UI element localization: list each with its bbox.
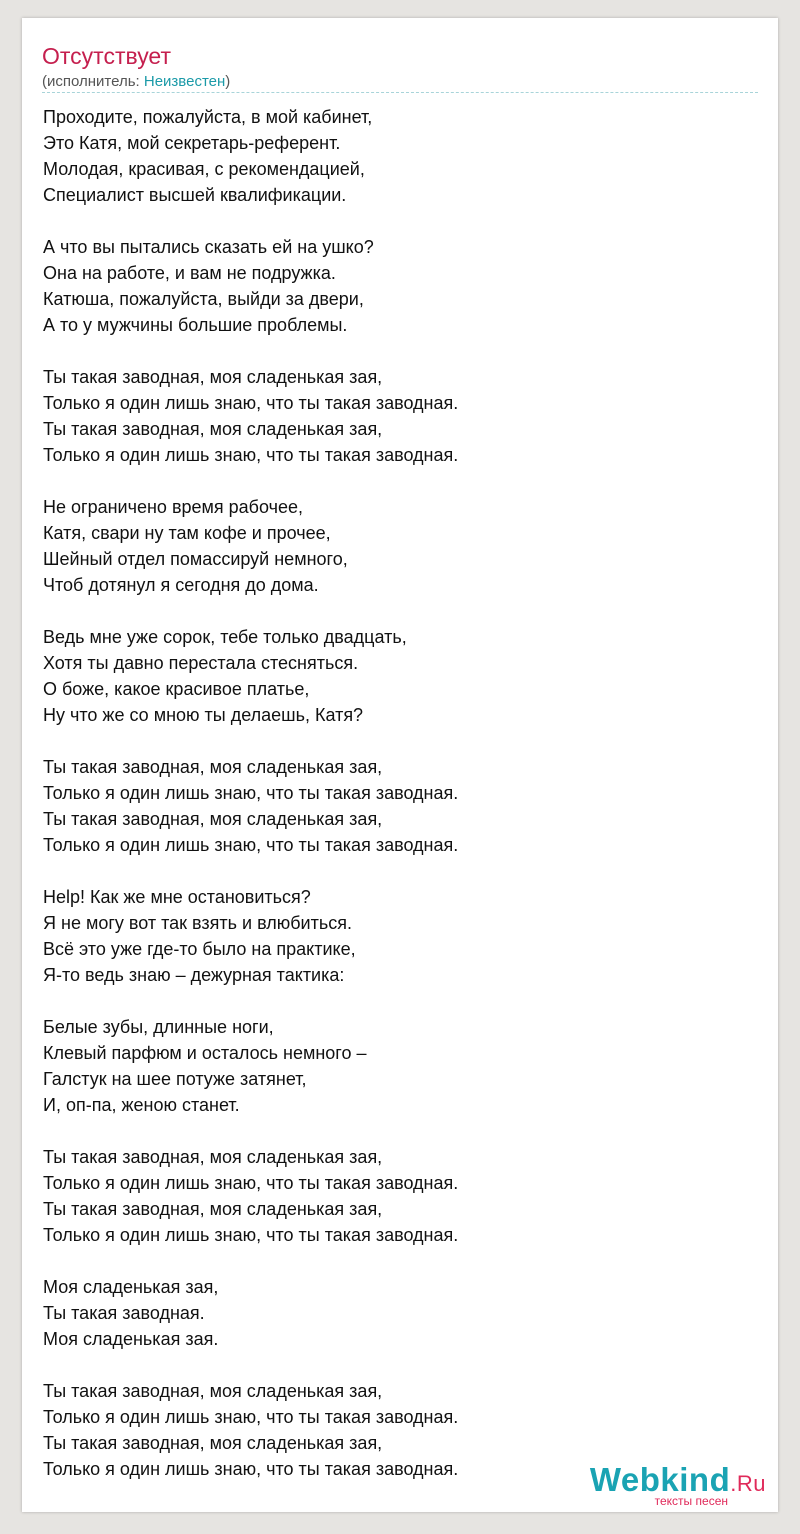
lyric-line: Ведь мне уже сорок, тебе только двадцать,	[43, 627, 407, 647]
stanza-gap	[43, 208, 458, 234]
stanza	[43, 364, 458, 468]
title-divider	[42, 92, 758, 93]
stanza	[43, 494, 458, 598]
artist-prefix: (исполнитель:	[42, 73, 144, 90]
stanza	[43, 1378, 458, 1482]
stanza	[43, 104, 458, 208]
stanza	[43, 1014, 458, 1118]
artist-suffix: )	[225, 73, 231, 90]
stanza	[43, 884, 458, 988]
stanza-gap	[43, 728, 458, 754]
lyric-line: Ты такая заводная.	[43, 1303, 205, 1323]
lyric-line: Молодая, красивая, с рекомендацией,	[43, 159, 365, 179]
lyric-line: Не ограничено время рабочее,	[43, 497, 303, 517]
stanza-gap	[43, 468, 458, 494]
lyric-line: Шейный отдел помассируй немного,	[43, 549, 348, 569]
artist-link[interactable]: Неизвестен	[143, 73, 226, 90]
lyric-line: И, оп-па, женою станет.	[43, 1095, 240, 1115]
logo-tld: .Ru	[730, 1471, 766, 1496]
logo-tagline: тексты песен	[654, 1494, 728, 1508]
stanza-gap	[43, 858, 458, 884]
stanza-gap	[43, 1248, 458, 1274]
lyric-line: Чтоб дотянул я сегодня до дома.	[43, 575, 319, 595]
lyric-line: Проходите, пожалуйста, в мой кабинет,	[43, 107, 373, 127]
lyric-line: Моя сладенькая зая.	[43, 1329, 219, 1349]
lyric-line: Ты такая заводная, моя сладенькая зая,	[43, 809, 383, 829]
stanza-gap	[43, 988, 458, 1014]
lyric-line: Только я один лишь знаю, что ты такая заводная.	[43, 835, 459, 855]
lyric-line: Только я один лишь знаю, что ты такая заводная.	[43, 445, 459, 465]
lyric-line: Специалист высшей квалификации.	[43, 185, 347, 205]
lyric-line: Я-то ведь знаю – дежурная тактика:	[43, 965, 345, 985]
lyric-line: Ты такая заводная, моя сладенькая зая,	[43, 757, 383, 777]
lyric-line: Хотя ты давно перестала стесняться.	[43, 653, 359, 673]
stanza-gap	[43, 338, 458, 364]
lyric-line: Моя сладенькая зая,	[43, 1277, 219, 1297]
lyric-line: Только я один лишь знаю, что ты такая заводная.	[43, 783, 459, 803]
lyric-line: Ты такая заводная, моя сладенькая зая,	[43, 1147, 383, 1167]
lyric-line: Белые зубы, длинные ноги,	[43, 1017, 274, 1037]
lyric-line: Ну что же со мною ты делаешь, Катя?	[43, 705, 364, 725]
lyric-line: Только я один лишь знаю, что ты такая заводная.	[43, 1459, 459, 1479]
lyric-line: Галстук на шее потуже затянет,	[43, 1069, 307, 1089]
song-title: Отсутствует	[42, 43, 171, 69]
stanza	[43, 1274, 458, 1352]
stanza-gap	[43, 1352, 458, 1378]
stanza-gap	[43, 598, 458, 624]
lyric-line: Ты такая заводная, моя сладенькая зая,	[43, 419, 383, 439]
lyric-line: Это Катя, мой секретарь-референт.	[43, 133, 341, 153]
artist-line	[42, 73, 230, 91]
lyric-line: Только я один лишь знаю, что ты такая заводная.	[43, 1407, 459, 1427]
lyric-line: Катя, свари ну там кофе и прочее,	[43, 523, 331, 543]
lyric-line: Help! Как же мне остановиться?	[43, 887, 311, 907]
stanza-gap	[43, 1118, 458, 1144]
lyrics-text	[43, 104, 458, 1482]
lyric-line: Ты такая заводная, моя сладенькая зая,	[43, 1433, 383, 1453]
lyric-line: Она на работе, и вам не подружка.	[43, 263, 336, 283]
lyric-line: Только я один лишь знаю, что ты такая заводная.	[43, 1225, 459, 1245]
lyric-line: Ты такая заводная, моя сладенькая зая,	[43, 367, 383, 387]
lyric-line: А то у мужчины большие проблемы.	[43, 315, 348, 335]
lyric-line: Я не могу вот так взять и влюбиться.	[43, 913, 352, 933]
lyric-line: О боже, какое красивое платье,	[43, 679, 310, 699]
lyric-line: Ты такая заводная, моя сладенькая зая,	[43, 1381, 383, 1401]
stanza	[43, 624, 458, 728]
stanza	[43, 234, 458, 338]
logo-main-text: Webkind	[589, 1461, 731, 1498]
lyric-line: Всё это уже где-то было на практике,	[43, 939, 356, 959]
lyric-line: Ты такая заводная, моя сладенькая зая,	[43, 1199, 383, 1219]
site-logo[interactable]	[572, 1462, 772, 1506]
lyric-line: Только я один лишь знаю, что ты такая заводная.	[43, 393, 459, 413]
lyric-line: А что вы пытались сказать ей на ушко?	[43, 237, 374, 257]
stanza	[43, 1144, 458, 1248]
lyrics-card	[22, 18, 778, 1512]
lyric-line: Только я один лишь знаю, что ты такая заводная.	[43, 1173, 459, 1193]
stanza	[43, 754, 458, 858]
lyric-line: Клевый парфюм и осталось немного –	[43, 1043, 367, 1063]
lyric-line: Катюша, пожалуйста, выйди за двери,	[43, 289, 364, 309]
